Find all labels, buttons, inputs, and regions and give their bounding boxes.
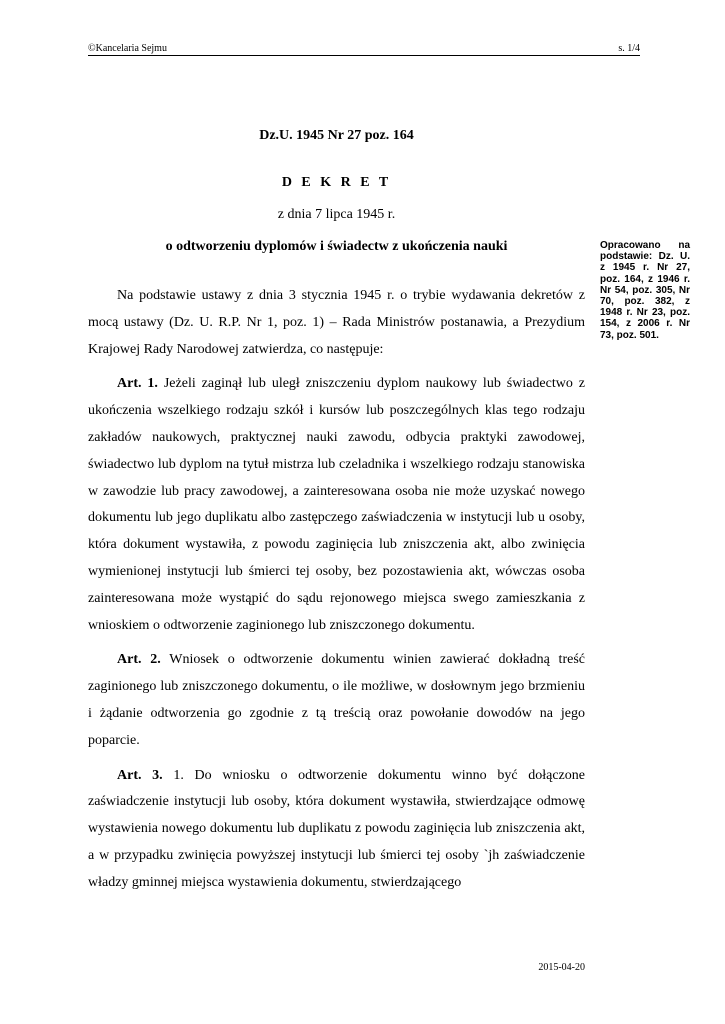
page-number: s. 1/4 <box>618 43 640 54</box>
article-text: Wniosek o odtworzenie dokumentu winien zawierać dokładną treść zaginionego lub zniszczonego dokumentu, o ile możliwe, w dosłownym jego brzmieniu i żądanie odtworzenia go zgodnie z tą treścią oraz powołanie dowodów na jego poparcie. <box>88 652 585 748</box>
preamble: Na podstawie ustawy z dnia 3 stycznia 1945 r. o trybie wydawania dekretów z mocą ustawy (Dz. U. R.P. Nr 1, poz. 1) – Rada Ministrów postanawia, a Prezydium Krajowej Rady Narodowej zatwierdza, co następuje: <box>88 288 585 357</box>
document-body <box>88 283 585 897</box>
source-note: Opracowano na podstawie: Dz. U. z 1945 r. Nr 27, poz. 164, z 1946 r. Nr 54, poz. 305, Nr 70, poz. 382, z 1948 r. Nr 23, poz. 154, z 2006 r. Nr 73, poz. 501. <box>600 240 690 341</box>
article-label: Art. 3. <box>117 767 163 783</box>
document-title: o odtworzeniu dyplomów i świadectw z ukończenia nauki <box>165 239 508 254</box>
article-label: Art. 1. <box>117 376 158 392</box>
article-2 <box>88 647 585 754</box>
article-3 <box>88 763 585 897</box>
gazette-reference: Dz.U. 1945 Nr 27 poz. 164 <box>259 128 414 143</box>
page-header <box>88 43 640 56</box>
footer-date: 2015-04-20 <box>538 962 585 973</box>
document-type: D E K R E T <box>281 175 392 190</box>
article-text: Jeżeli zaginął lub uległ zniszczeniu dyplom naukowy lub świadectwo z ukończenia wszelkiego rodzaju szkół i kursów lub poszczególnych klas tego rodzaju zakładów naukowych, praktycznej nauki zawodu, odbycia praktyki zawodowej, świadectwo lub dyplom na tytuł mistrza lub czeladnika i wszelkiego rodzaju stanowiska w zawodzie lub pracy zawodowej, a zainteresowana osoba nie może uzyskać nowego dokumentu lub jego duplikatu albo zastępczego zaświadczenia w instytucji lub u osoby, która dokument wystawiła, z powodu zaginięcia lub zniszczenia akt, albo zwinięcia wymienionej instytucji lub śmierci tej osoby, bez pozostawienia akt, wówczas osoba zainteresowana może wystąpić do sądu rejonowego miejsca swego zamieszkania z wnioskiem o odtworzenie zaginionego lub zniszczonego dokumentu. <box>88 376 585 633</box>
document-date: z dnia 7 lipca 1945 r. <box>277 207 396 222</box>
publisher-label: ©Kancelaria Sejmu <box>88 43 167 54</box>
article-1 <box>88 371 585 639</box>
article-text: 1. Do wniosku o odtworzenie dokumentu winno być dołączone zaświadczenie instytucji lub osoby, która dokument wystawiła, stwierdzające odmowę wystawienia nowego dokumentu lub duplikatu z powodu zaginięcia lub zniszczenia akt, a w przypadku zwinięcia powyższej instytucji lub śmierci tej osoby `jh zaświadczenie władzy gminnej miejsca wystawienia dokumentu, stwierdzającego <box>88 767 585 890</box>
article-label: Art. 2. <box>117 652 161 668</box>
